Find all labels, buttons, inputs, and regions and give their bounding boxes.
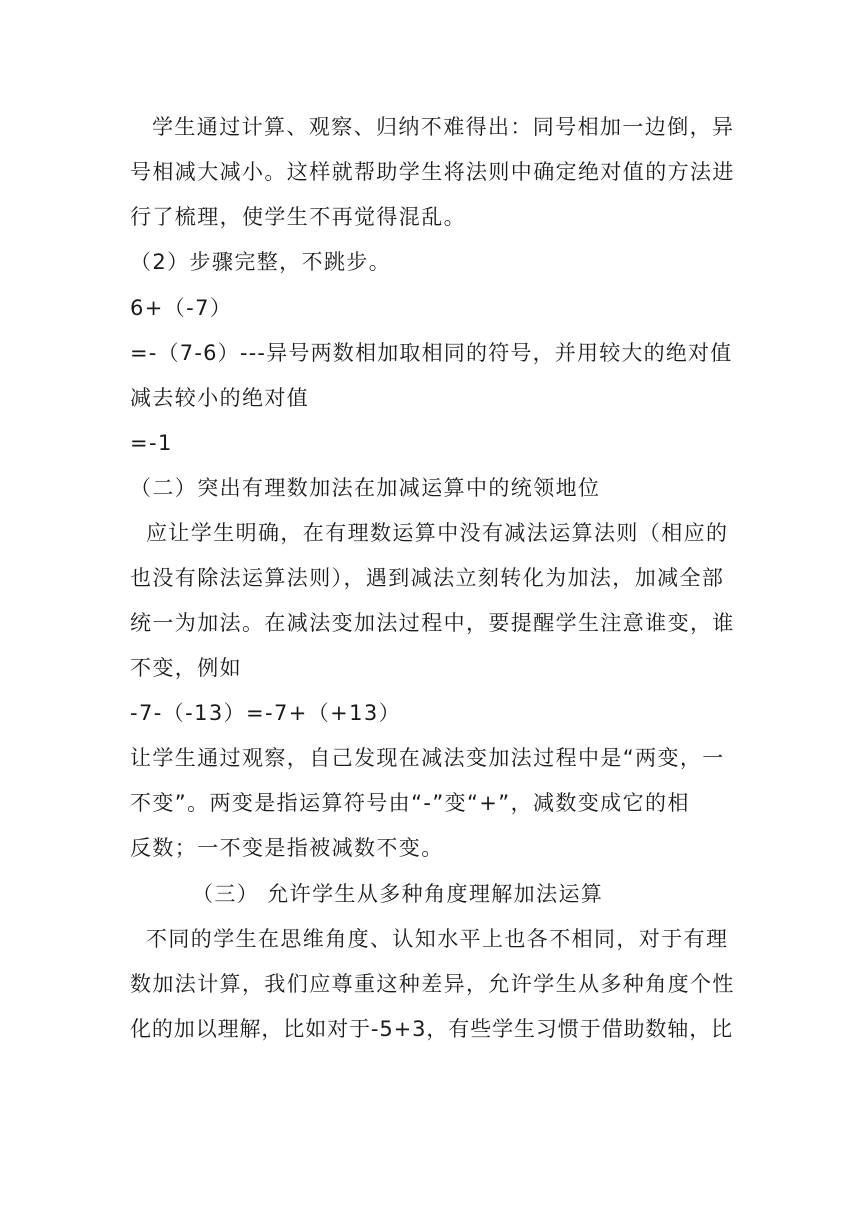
paragraph-line: 也没有除法运算法则），遇到减法立刻转化为加法，加减全部 — [130, 566, 725, 590]
formula-line: =-1 — [130, 431, 173, 455]
formula-line: 6+（-7） — [130, 296, 233, 320]
paragraph-line: 行了梳理，使学生不再觉得混乱。 — [130, 205, 466, 229]
paragraph-line: 不变，例如 — [130, 656, 242, 680]
section-heading: （三） 允许学生从多种角度理解加法运算 — [192, 882, 604, 906]
paragraph-line: 不变”。两变是指运算符号由“-”变“+”，减数变成它的相 — [130, 791, 690, 815]
paragraph-line: 反数；一不变是指被减数不变。 — [130, 836, 444, 860]
paragraph-line: 化的加以理解，比如对于-5+3，有些学生习惯于借助数轴，比 — [130, 1017, 733, 1041]
formula-line: =-（7-6）---异号两数相加取相同的符号，并用较大的绝对值 — [130, 341, 733, 365]
paragraph-line: 让学生通过观察，自己发现在减法变加法过程中是“两变，一 — [130, 746, 725, 770]
step-heading: （2）步骤完整，不跳步。 — [130, 250, 392, 274]
paragraph-line: 数加法计算，我们应尊重这种差异，允许学生从多种角度个性 — [130, 972, 735, 996]
section-heading: （二）突出有理数加法在加减运算中的统领地位 — [130, 476, 601, 500]
paragraph-line: 统一为加法。在减法变加法过程中，要提醒学生注意谁变，谁 — [130, 611, 735, 635]
formula-line: -7-（-13）=-7+（+13） — [130, 701, 402, 725]
paragraph-line: 号相减大减小。这样就帮助学生将法则中确定绝对值的方法进 — [130, 160, 735, 184]
paragraph-line: 应让学生明确，在有理数运算中没有减法运算法则（相应的 — [146, 521, 729, 545]
paragraph-line: 不同的学生在思维角度、认知水平上也各不相同，对于有理 — [146, 927, 729, 951]
paragraph-line: 学生通过计算、观察、归纳不难得出：同号相加一边倒，异 — [152, 115, 735, 139]
paragraph-line: 减去较小的绝对值 — [130, 386, 310, 410]
